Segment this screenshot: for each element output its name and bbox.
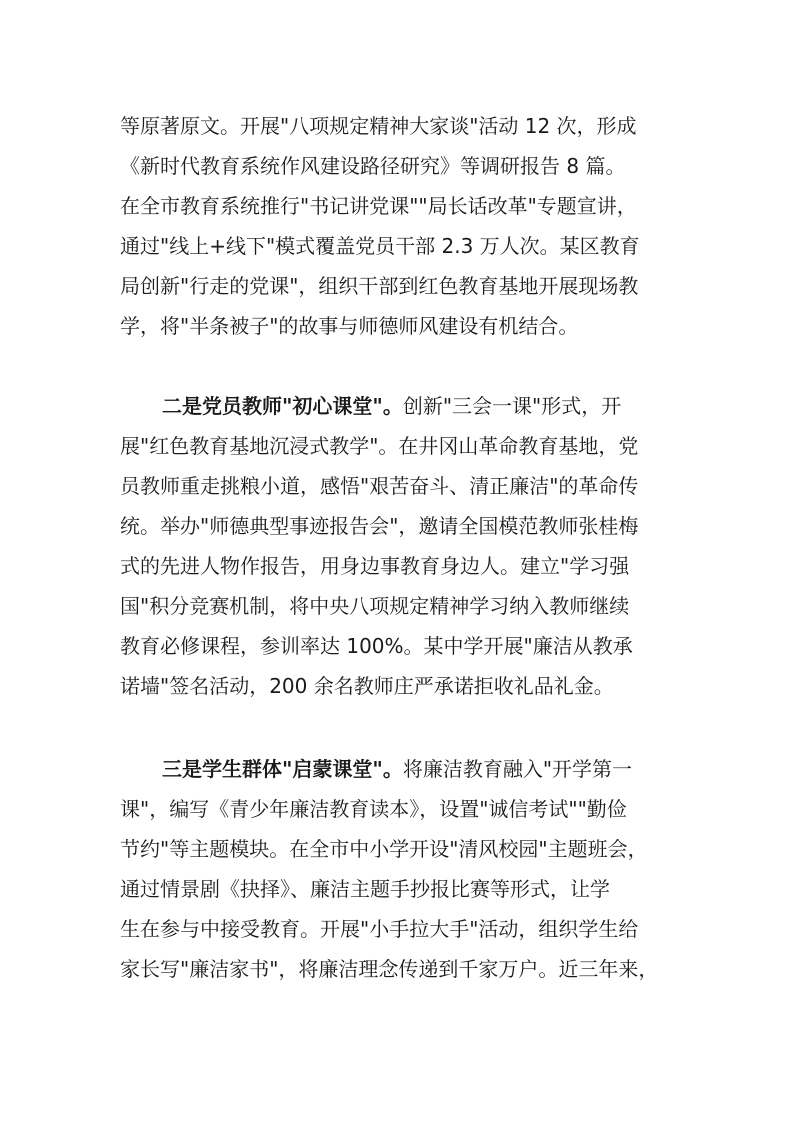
paragraph-2-line-2: 展"红色教育基地沉浸式教学"。在井冈山革命教育基地，党: [120, 434, 639, 458]
paragraph-2-line-4: 统。举办"师德典型事迹报告会"，邀请全国模范教师张桂梅: [120, 514, 639, 538]
paragraph-2-line-7: 教育必修课程，参训率达 100%。某中学开展"廉洁从教承: [120, 634, 633, 658]
paragraph-1-line-4: 通过"线上+线下"模式覆盖党员干部 2.3 万人次。某区教育: [120, 234, 640, 258]
paragraph-3-first-line: [162, 754, 632, 784]
paragraph-1-line-3: 在全市教育系统推行"书记讲党课""局长话改革"专题宣讲，: [120, 194, 637, 218]
paragraph-2-line-8: 诺墙"签名活动，200 余名教师庄严承诺拒收礼品礼金。: [120, 674, 614, 698]
paragraph-3-line-4: 通过情景剧《抉择》、廉洁主题手抄报比赛等形式，让学: [120, 877, 610, 901]
paragraph-3-heading: 三是学生群体"启蒙课堂"。: [162, 757, 403, 781]
paragraph-1-line-5: 局创新"行走的党课"，组织干部到红色教育基地开展现场教: [120, 274, 639, 298]
paragraph-2-line-6: 国"积分竞赛机制，将中央八项规定精神学习纳入教师继续: [120, 594, 630, 618]
paragraph-1-line-1: 等原著原文。开展"八项规定精神大家谈"活动 12 次，形成: [120, 114, 637, 138]
paragraph-3-line-3: 节约"等主题模块。在全市中小学开设"清风校园"主题班会，: [120, 837, 648, 861]
paragraph-2-line-3: 员教师重走挑粮小道，感悟"艰苦奋斗、清正廉洁"的革命传: [120, 474, 639, 498]
paragraph-3-line-2: 课"，编写《青少年廉洁教育读本》，设置"诚信考试""勤俭: [120, 797, 627, 821]
paragraph-2-heading: 二是党员教师"初心课堂"。: [162, 394, 403, 418]
paragraph-1-line-2: 《新时代教育系统作风建设路径研究》等调研报告 8 篇。: [120, 154, 626, 178]
paragraph-3-line-5: 生在参与中接受教育。开展"小手拉大手"活动，组织学生给: [120, 917, 639, 941]
paragraph-1-line-6: 学，将"半条被子"的故事与师德师风建设有机结合。: [120, 314, 579, 338]
paragraph-3-first-line-text: 将廉洁教育融入"开学第一: [402, 757, 633, 781]
paragraph-3-line-6: 家长写"廉洁家书"，将廉洁理念传递到千家万户。近三年来，: [120, 957, 659, 981]
paragraph-2-line-5: 式的先进人物作报告，用身边事教育身边人。建立"学习强: [120, 554, 630, 578]
paragraph-2-first-line-text: 创新"三会一课"形式，开: [402, 394, 622, 418]
paragraph-2-first-line: [162, 391, 621, 421]
